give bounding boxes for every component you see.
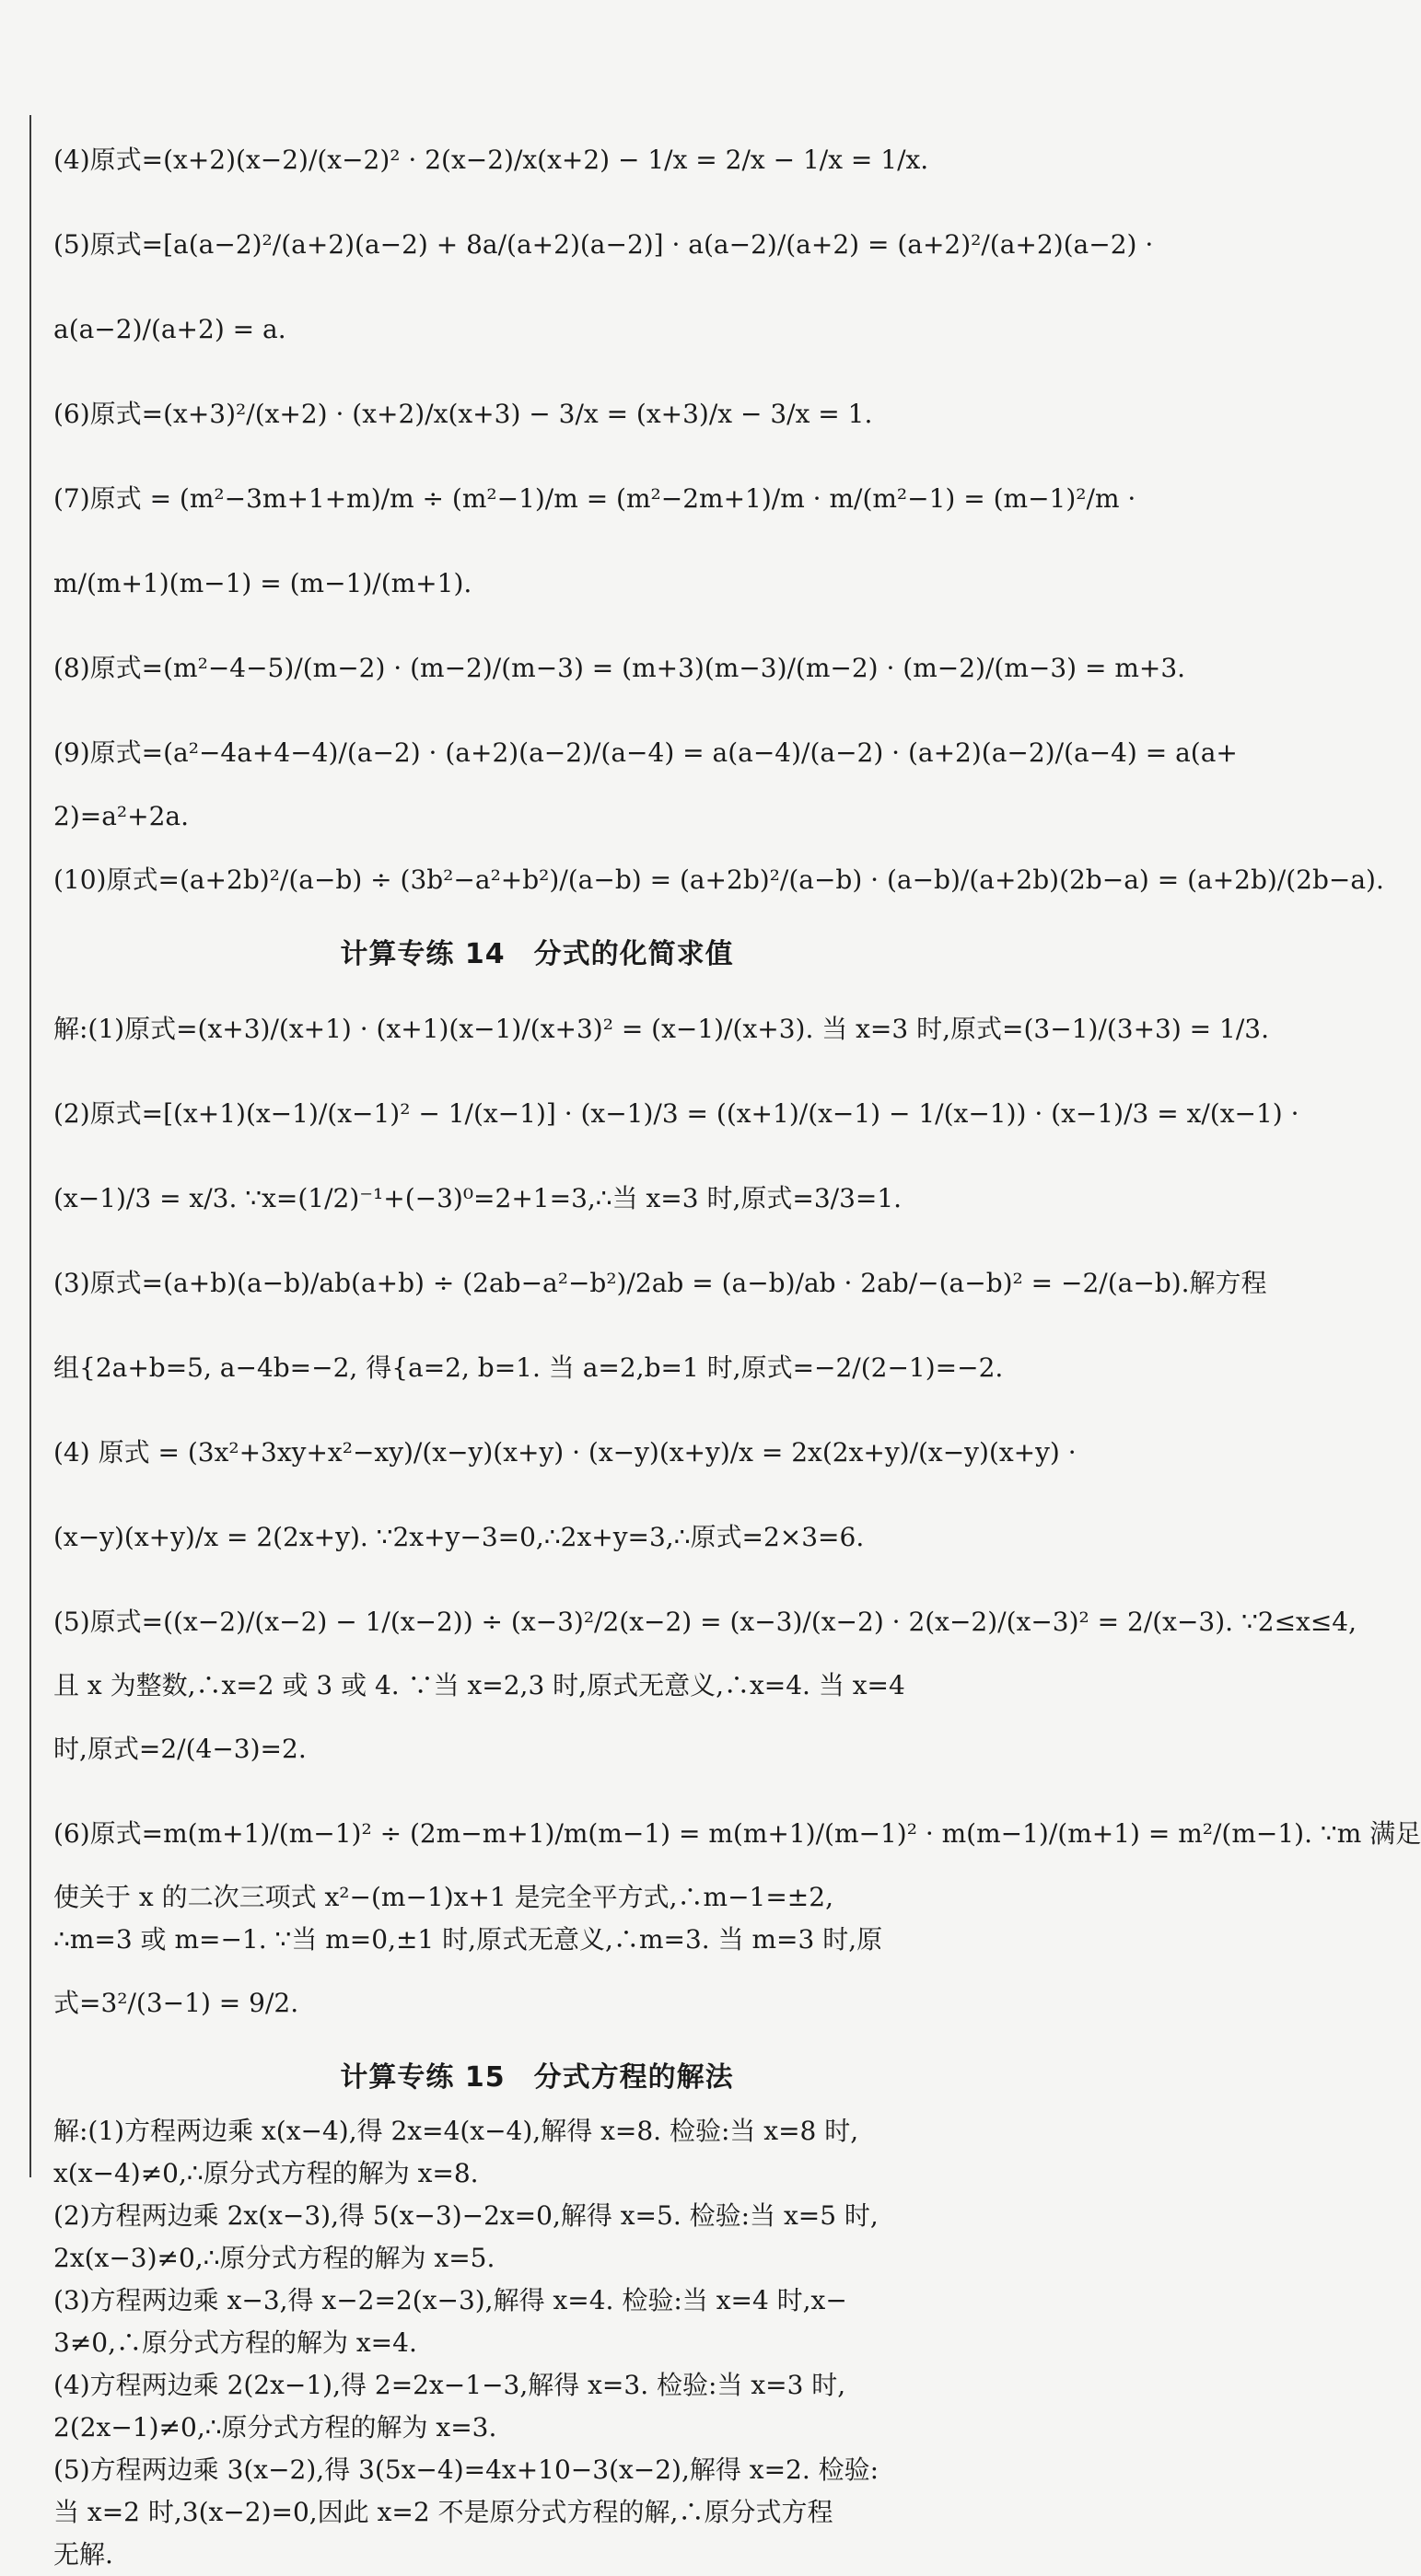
solution-line: (5)原式=((x−2)/(x−2) − 1/(x−2)) ÷ (x−3)²/2(x−2) = (x−3)/(x−2) · 2(x−2)/(x−3)² = 2/(x−3). ∵2≤x≤4,: [53, 1607, 1357, 1637]
solution-line: 式=3²/(3−1) = 9/2.: [53, 1988, 299, 2018]
solution-line: 时,原式=2/(4−3)=2.: [53, 1734, 307, 1764]
solution-line: (4) 原式 = (3x²+3xy+x²−xy)/(x−y)(x+y) · (x−y)(x+y)/x = 2x(2x+y)/(x−y)(x+y) ·: [53, 1437, 1077, 1468]
solution-line: 且 x 为整数,∴x=2 或 3 或 4. ∵当 x=2,3 时,原式无意义,∴x=4. 当 x=4: [53, 1670, 905, 1700]
solution-line: (4)原式=(x+2)(x−2)/(x−2)² · 2(x−2)/x(x+2) − 1/x = 2/x − 1/x = 1/x.: [53, 145, 929, 175]
section-14-solutions: [53, 987, 1421, 2046]
solution-line: (6)原式=(x+3)²/(x+2) · (x+2)/x(x+3) − 3/x = (x+3)/x − 3/x = 1.: [53, 399, 873, 429]
solution-line: 组{2a+b=5, a−4b=−2, 得{a=2, b=1. 当 a=2,b=1 时,原式=−2/(2−1)=−2.: [53, 1352, 1004, 1383]
solution-line: 2(2x−1)≠0,∴原分式方程的解为 x=3.: [53, 2412, 497, 2443]
solution-line: 2)=a²+2a.: [53, 801, 189, 831]
solution-line: 解:(1)方程两边乘 x(x−4),得 2x=4(x−4),解得 x=8. 检验:当 x=8 时,: [53, 2116, 859, 2146]
solution-line: (9)原式=(a²−4a+4−4)/(a−2) · (a+2)(a−2)/(a−4) = a(a−4)/(a−2) · (a+2)(a−2)/(a−4) = a(a+: [53, 737, 1238, 768]
solutions-content: [53, 118, 1421, 2576]
solution-line: 解:(1)原式=(x+3)/(x+1) · (x+1)(x−1)/(x+3)² = (x−1)/(x+3). 当 x=3 时,原式=(3−1)/(3+3) = 1/3.: [53, 1014, 1270, 1044]
solution-line: 使关于 x 的二次三项式 x²−(m−1)x+1 是完全平方式,∴m−1=±2,: [53, 1882, 833, 1912]
solution-line: (2)原式=[(x+1)(x−1)/(x−1)² − 1/(x−1)] · (x−1)/3 = ((x+1)/(x−1) − 1/(x−1)) · (x−1)/3 = x/(x−1) ·: [53, 1098, 1299, 1129]
solution-line: m/(m+1)(m−1) = (m−1)/(m+1).: [53, 568, 472, 598]
solution-line: (10)原式=(a+2b)²/(a−b) ÷ (3b²−a²+b²)/(a−b) = (a+2b)²/(a−b) · (a−b)/(a+2b)(2b−a) = (a+2b)/(2b−a).: [53, 864, 1384, 895]
solution-line: (x−1)/3 = x/3. ∵x=(1/2)⁻¹+(−3)⁰=2+1=3,∴当 x=3 时,原式=3/3=1.: [53, 1183, 903, 1213]
section-13-solutions: [53, 118, 1384, 922]
solution-line: 3≠0,∴原分式方程的解为 x=4.: [53, 2327, 417, 2358]
solution-line: (3)原式=(a+b)(a−b)/ab(a+b) ÷ (2ab−a²−b²)/2ab = (a−b)/ab · 2ab/−(a−b)² = −2/(a−b).解方程: [53, 1268, 1267, 1298]
solution-line: (4)方程两边乘 2(2x−1),得 2=2x−1−3,解得 x=3. 检验:当 x=3 时,: [53, 2370, 846, 2400]
solution-line: ∴m=3 或 m=−1. ∵当 m=0,±1 时,原式无意义,∴m=3. 当 m=3 时,原: [53, 1924, 883, 1955]
solution-line: (3)方程两边乘 x−3,得 x−2=2(x−3),解得 x=4. 检验:当 x=4 时,x−: [53, 2285, 847, 2315]
solution-line: 2x(x−3)≠0,∴原分式方程的解为 x=5.: [53, 2243, 495, 2273]
solution-line: 当 x=2 时,3(x−2)=0,因此 x=2 不是原分式方程的解,∴原分式方程: [53, 2497, 833, 2527]
solution-line: x(x−4)≠0,∴原分式方程的解为 x=8.: [53, 2158, 479, 2188]
solution-line: (6)原式=m(m+1)/(m−1)² ÷ (2m−m+1)/m(m−1) = m(m+1)/(m−1)² · m(m−1)/(m+1) = m²/(m−1). ∵m 满足: [53, 1818, 1421, 1849]
solution-line: (5)原式=[a(a−2)²/(a+2)(a−2) + 8a/(a+2)(a−2)] · a(a−2)/(a+2) = (a+2)²/(a+2)(a−2) ·: [53, 229, 1154, 260]
solution-line: a(a−2)/(a+2) = a.: [53, 314, 286, 344]
solution-line: (2)方程两边乘 2x(x−3),得 5(x−3)−2x=0,解得 x=5. 检验:当 x=5 时,: [53, 2200, 879, 2231]
solution-line: (7)原式 = (m²−3m+1+m)/m ÷ (m²−1)/m = (m²−2m+1)/m · m/(m²−1) = (m−1)²/m ·: [53, 483, 1136, 514]
solution-line: (5)方程两边乘 3(x−2),得 3(5x−4)=4x+10−3(x−2),解得 x=2. 检验:: [53, 2454, 879, 2485]
section-15-solutions: [53, 2110, 1020, 2576]
solution-line: 无解.: [53, 2539, 113, 2570]
solution-line: (8)原式=(m²−4−5)/(m−2) · (m−2)/(m−3) = (m+3)(m−3)/(m−2) · (m−2)/(m−3) = m+3.: [53, 653, 1186, 683]
margin-rule: [29, 115, 31, 2177]
section-14-title: 计算专练 14 分式的化简求值: [340, 938, 734, 970]
section-15-title: 计算专练 15 分式方程的解法: [340, 2061, 734, 2094]
solution-line: (x−y)(x+y)/x = 2(2x+y). ∵2x+y−3=0,∴2x+y=3,∴原式=2×3=6.: [53, 1522, 865, 1552]
